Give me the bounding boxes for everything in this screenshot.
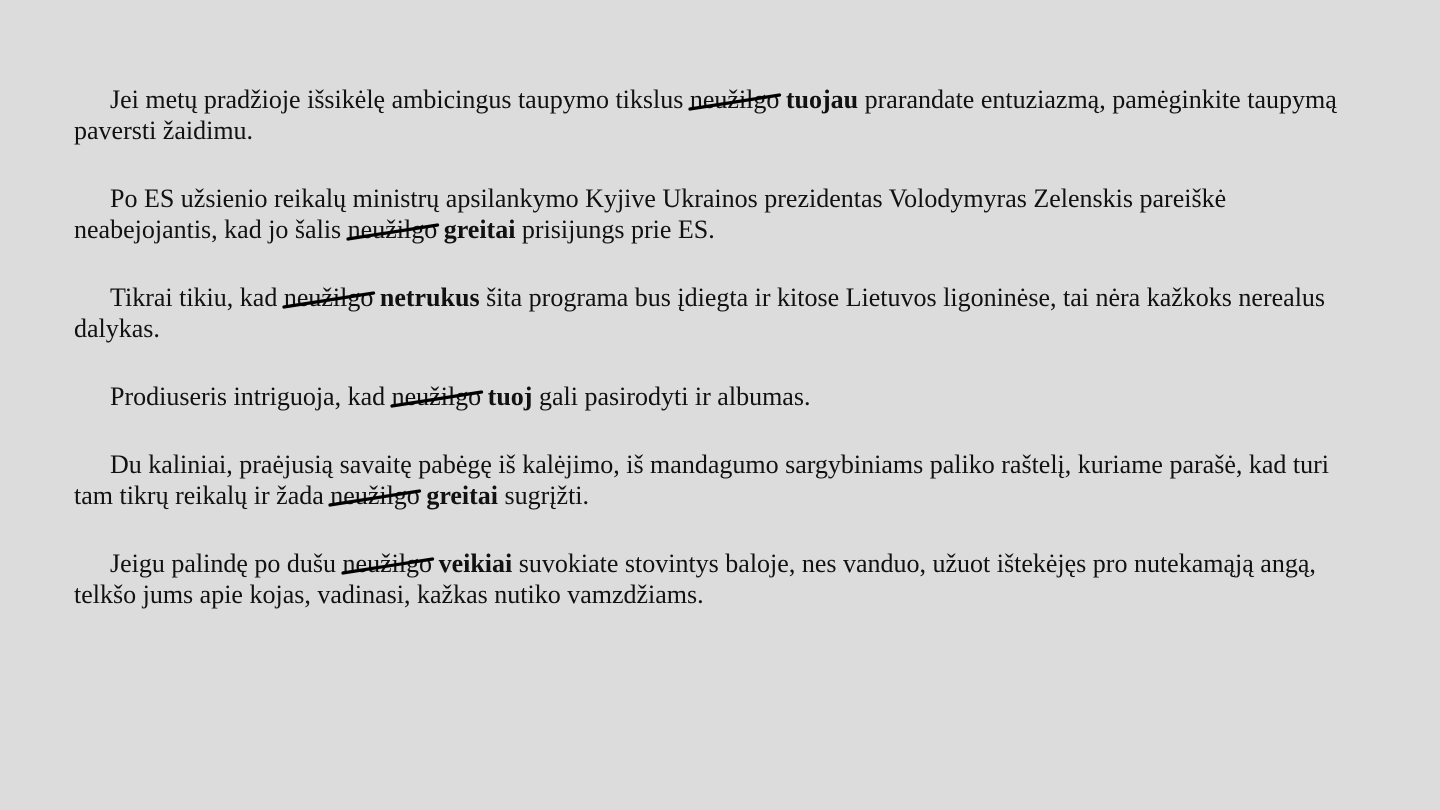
struck-word-text: neužilgo bbox=[391, 382, 482, 411]
paragraph-2 bbox=[74, 183, 1374, 245]
struck-word bbox=[348, 214, 438, 245]
struck-word-text: neužilgo bbox=[342, 549, 433, 578]
struck-word bbox=[392, 381, 482, 412]
struck-word bbox=[690, 84, 780, 115]
struck-word bbox=[343, 548, 433, 579]
paragraph-text: sugrįžti. bbox=[504, 481, 590, 510]
paragraph-4 bbox=[74, 381, 1374, 412]
paragraph-text: Jei metų pradžioje išsikėlę ambicingus taupymo tikslus bbox=[110, 85, 684, 114]
struck-word-text: neužilgo bbox=[330, 481, 420, 510]
paragraph-text: gali pasirodyti ir albumas. bbox=[538, 382, 811, 411]
paragraph-text: suvokiate stovintys baloje, nes vanduo, užuot ištekėjęs pro nutekamąją angą, telkšo jums apie kojas, vadinasi, kažkas nutiko vamzdžiams. bbox=[74, 549, 1316, 609]
paragraph-6 bbox=[74, 548, 1374, 610]
replacement-word: netrukus bbox=[379, 283, 480, 312]
replacement-word: tuoj bbox=[487, 382, 533, 411]
replacement-word: greitai bbox=[426, 481, 499, 510]
struck-word-text: neužilgo bbox=[689, 85, 780, 114]
paragraph-text: Du kaliniai, praėjusią savaitę pabėgę iš kalėjimo, iš mandagumo sargybiniams paliko raštelį, kuriame parašė, kad turi tam tikrų reikalų ir žada bbox=[74, 450, 1330, 510]
replacement-word: tuojau bbox=[785, 85, 859, 114]
replacement-word: veikiai bbox=[438, 549, 513, 578]
paragraph-text: Jeigu palindę po dušu bbox=[110, 549, 337, 578]
paragraph-text: Tikrai tikiu, kad bbox=[110, 283, 278, 312]
paragraph-1 bbox=[74, 84, 1374, 146]
paragraph-5 bbox=[74, 449, 1374, 511]
paragraph-text: Prodiuseris intriguoja, kad bbox=[110, 382, 386, 411]
paragraph-text: prarandate entuziazmą, pamėginkite taupymą paversti žaidimu. bbox=[74, 85, 1337, 145]
struck-word-text: neužilgo bbox=[347, 215, 438, 244]
struck-word bbox=[284, 282, 374, 313]
replacement-word: greitai bbox=[443, 215, 516, 244]
paragraph-text: prisijungs prie ES. bbox=[521, 215, 715, 244]
struck-word bbox=[330, 480, 420, 511]
document-body bbox=[74, 84, 1374, 647]
paragraph-text: šita programa bus įdiegta ir kitose Lietuvos ligoninėse, tai nėra kažkoks nerealus dalykas. bbox=[74, 283, 1326, 343]
paragraph-3 bbox=[74, 282, 1374, 344]
paragraph-text: Po ES užsienio reikalų ministrų apsilankymo Kyjive Ukrainos prezidentas Volodymyras Zelenskis pareiškė neabejojantis, kad jo šalis bbox=[74, 184, 1227, 244]
struck-word-text: neužilgo bbox=[283, 283, 374, 312]
